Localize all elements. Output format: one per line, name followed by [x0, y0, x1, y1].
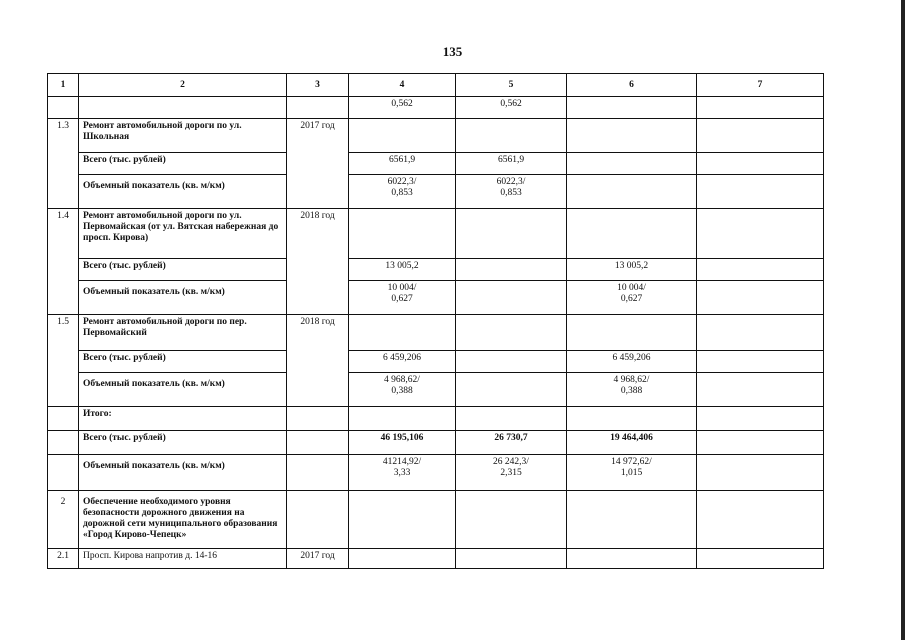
- header-cell: 2: [79, 74, 287, 97]
- table-row: [48, 281, 824, 315]
- table-row: [48, 153, 824, 175]
- header-cell: 1: [48, 74, 79, 97]
- cell: [697, 97, 824, 119]
- cell: [456, 315, 567, 351]
- table-row: [48, 209, 824, 259]
- table-row: [48, 491, 824, 549]
- cell: [48, 259, 79, 281]
- cell: [349, 175, 456, 209]
- cell: [697, 491, 824, 549]
- table-row: [48, 455, 824, 491]
- year-cell: 2017 год: [287, 119, 349, 153]
- cell: [287, 259, 349, 281]
- budget-table: [47, 73, 824, 569]
- item-title: Ремонт автомобильной дороги по ул. Первомайская (от ул. Вятская набережная до просп. Кирова): [79, 209, 287, 259]
- cell: 6561,9: [349, 153, 456, 175]
- cell: [349, 373, 456, 407]
- cell: [567, 175, 697, 209]
- cell: [349, 407, 456, 431]
- table-row: [48, 431, 824, 455]
- cell: [697, 351, 824, 373]
- item-title: Обеспечение необходимого уровня безопасности дорожного движения на дорожной сети муниципального образования «Город Кирово-Чепецк»: [79, 491, 287, 549]
- page-number: 135: [442, 44, 463, 59]
- table-row: [48, 373, 824, 407]
- cell: [48, 373, 79, 407]
- row-label: Всего (тыс. рублей): [79, 351, 287, 373]
- cell: [456, 491, 567, 549]
- value-line: 6022,3/: [496, 177, 526, 187]
- table-row: [48, 351, 824, 373]
- cell: [697, 455, 824, 491]
- value-line: 0,627: [620, 294, 643, 304]
- cell: [697, 549, 824, 569]
- header-cell: 6: [567, 74, 697, 97]
- cell: [287, 373, 349, 407]
- cell: [287, 455, 349, 491]
- cell: [48, 351, 79, 373]
- row-label: Объемный показатель (кв. м/км): [79, 175, 287, 209]
- cell: [349, 455, 456, 491]
- table-row: [48, 407, 824, 431]
- table-row: [48, 259, 824, 281]
- cell: [287, 407, 349, 431]
- year-cell: 2017 год: [287, 549, 349, 569]
- cell: [287, 431, 349, 455]
- cell: [48, 407, 79, 431]
- cell: [567, 209, 697, 259]
- table-row: [48, 549, 824, 569]
- cell: [697, 259, 824, 281]
- value-line: 14 972,62/: [611, 457, 652, 467]
- cell: [567, 549, 697, 569]
- cell: 6 459,206: [349, 351, 456, 373]
- value-line: 3,33: [393, 468, 411, 478]
- item-title: Просп. Кирова напротив д. 14-16: [79, 549, 287, 569]
- cell: [349, 281, 456, 315]
- cell: [697, 119, 824, 153]
- cell: [567, 119, 697, 153]
- cell: 13 005,2: [567, 259, 697, 281]
- item-title: Ремонт автомобильной дороги по ул. Школьная: [79, 119, 287, 153]
- cell: [456, 119, 567, 153]
- header-cell: 4: [349, 74, 456, 97]
- cell: [567, 373, 697, 407]
- table-row: [48, 119, 824, 153]
- row-number: 1.5: [48, 315, 79, 351]
- value-line: 0,388: [620, 386, 643, 396]
- total-heading: Итого:: [79, 407, 287, 431]
- value-line: 0,853: [500, 188, 522, 198]
- cell: [48, 431, 79, 455]
- cell: [456, 259, 567, 281]
- cell: [697, 373, 824, 407]
- value-line: 2,315: [500, 468, 522, 478]
- cell: [697, 315, 824, 351]
- item-title: Ремонт автомобильной дороги по пер. Первомайский: [79, 315, 287, 351]
- cell: [567, 281, 697, 315]
- cell: [48, 97, 79, 119]
- cell: 0,562: [456, 97, 567, 119]
- cell: [697, 209, 824, 259]
- value-line: 4 968,62/: [384, 375, 420, 385]
- cell: [456, 549, 567, 569]
- row-number: 1.4: [48, 209, 79, 259]
- cell: [287, 281, 349, 315]
- row-label: Всего (тыс. рублей): [79, 259, 287, 281]
- cell: [567, 153, 697, 175]
- cell: [79, 97, 287, 119]
- table-row: [48, 175, 824, 209]
- scan-edge: [901, 0, 905, 640]
- cell: [697, 431, 824, 455]
- cell: [349, 491, 456, 549]
- cell: [349, 209, 456, 259]
- table-row: [48, 97, 824, 119]
- header-cell: 7: [697, 74, 824, 97]
- cell: [456, 209, 567, 259]
- row-label: Объемный показатель (кв. м/км): [79, 373, 287, 407]
- row-label: Всего (тыс. рублей): [79, 153, 287, 175]
- value-line: 0,627: [391, 294, 413, 304]
- cell: [567, 491, 697, 549]
- cell: [567, 315, 697, 351]
- header-cell: 3: [287, 74, 349, 97]
- year-cell: 2018 год: [287, 209, 349, 259]
- value-line: 6022,3/: [387, 177, 417, 187]
- row-label: Объемный показатель (кв. м/км): [79, 455, 287, 491]
- cell: [456, 175, 567, 209]
- row-number: 2: [48, 491, 79, 549]
- row-number: 1.3: [48, 119, 79, 153]
- cell: [287, 97, 349, 119]
- row-label: Объемный показатель (кв. м/км): [79, 281, 287, 315]
- cell: [48, 153, 79, 175]
- cell: 0,562: [349, 97, 456, 119]
- cell: [697, 175, 824, 209]
- cell: [567, 455, 697, 491]
- row-number: 2.1: [48, 549, 79, 569]
- value-line: 1,015: [620, 468, 643, 478]
- cell: 6561,9: [456, 153, 567, 175]
- cell: 19 464,406: [567, 431, 697, 455]
- cell: [456, 407, 567, 431]
- header-cell: 5: [456, 74, 567, 97]
- cell: [456, 455, 567, 491]
- cell: [349, 549, 456, 569]
- cell: [567, 407, 697, 431]
- table-row: [48, 315, 824, 351]
- header-row: [48, 74, 824, 97]
- cell: 13 005,2: [349, 259, 456, 281]
- cell: [287, 491, 349, 549]
- value-line: 10 004/: [387, 283, 417, 293]
- cell: [349, 119, 456, 153]
- cell: [567, 97, 697, 119]
- cell: [456, 373, 567, 407]
- cell: [48, 455, 79, 491]
- value-line: 41214,92/: [382, 457, 422, 467]
- value-line: 0,388: [391, 386, 413, 396]
- value-line: 26 242,3/: [493, 457, 529, 467]
- cell: [287, 175, 349, 209]
- cell: 46 195,106: [349, 431, 456, 455]
- cell: 6 459,206: [567, 351, 697, 373]
- value-line: 0,853: [391, 188, 413, 198]
- row-label: Всего (тыс. рублей): [79, 431, 287, 455]
- cell: [697, 153, 824, 175]
- value-line: 10 004/: [617, 283, 646, 293]
- cell: [349, 315, 456, 351]
- cell: [697, 407, 824, 431]
- cell: [48, 281, 79, 315]
- cell: [697, 281, 824, 315]
- cell: [287, 153, 349, 175]
- cell: [456, 351, 567, 373]
- year-cell: 2018 год: [287, 315, 349, 351]
- value-line: 4 968,62/: [613, 375, 650, 385]
- cell: 26 730,7: [456, 431, 567, 455]
- cell: [456, 281, 567, 315]
- cell: [48, 175, 79, 209]
- cell: [287, 351, 349, 373]
